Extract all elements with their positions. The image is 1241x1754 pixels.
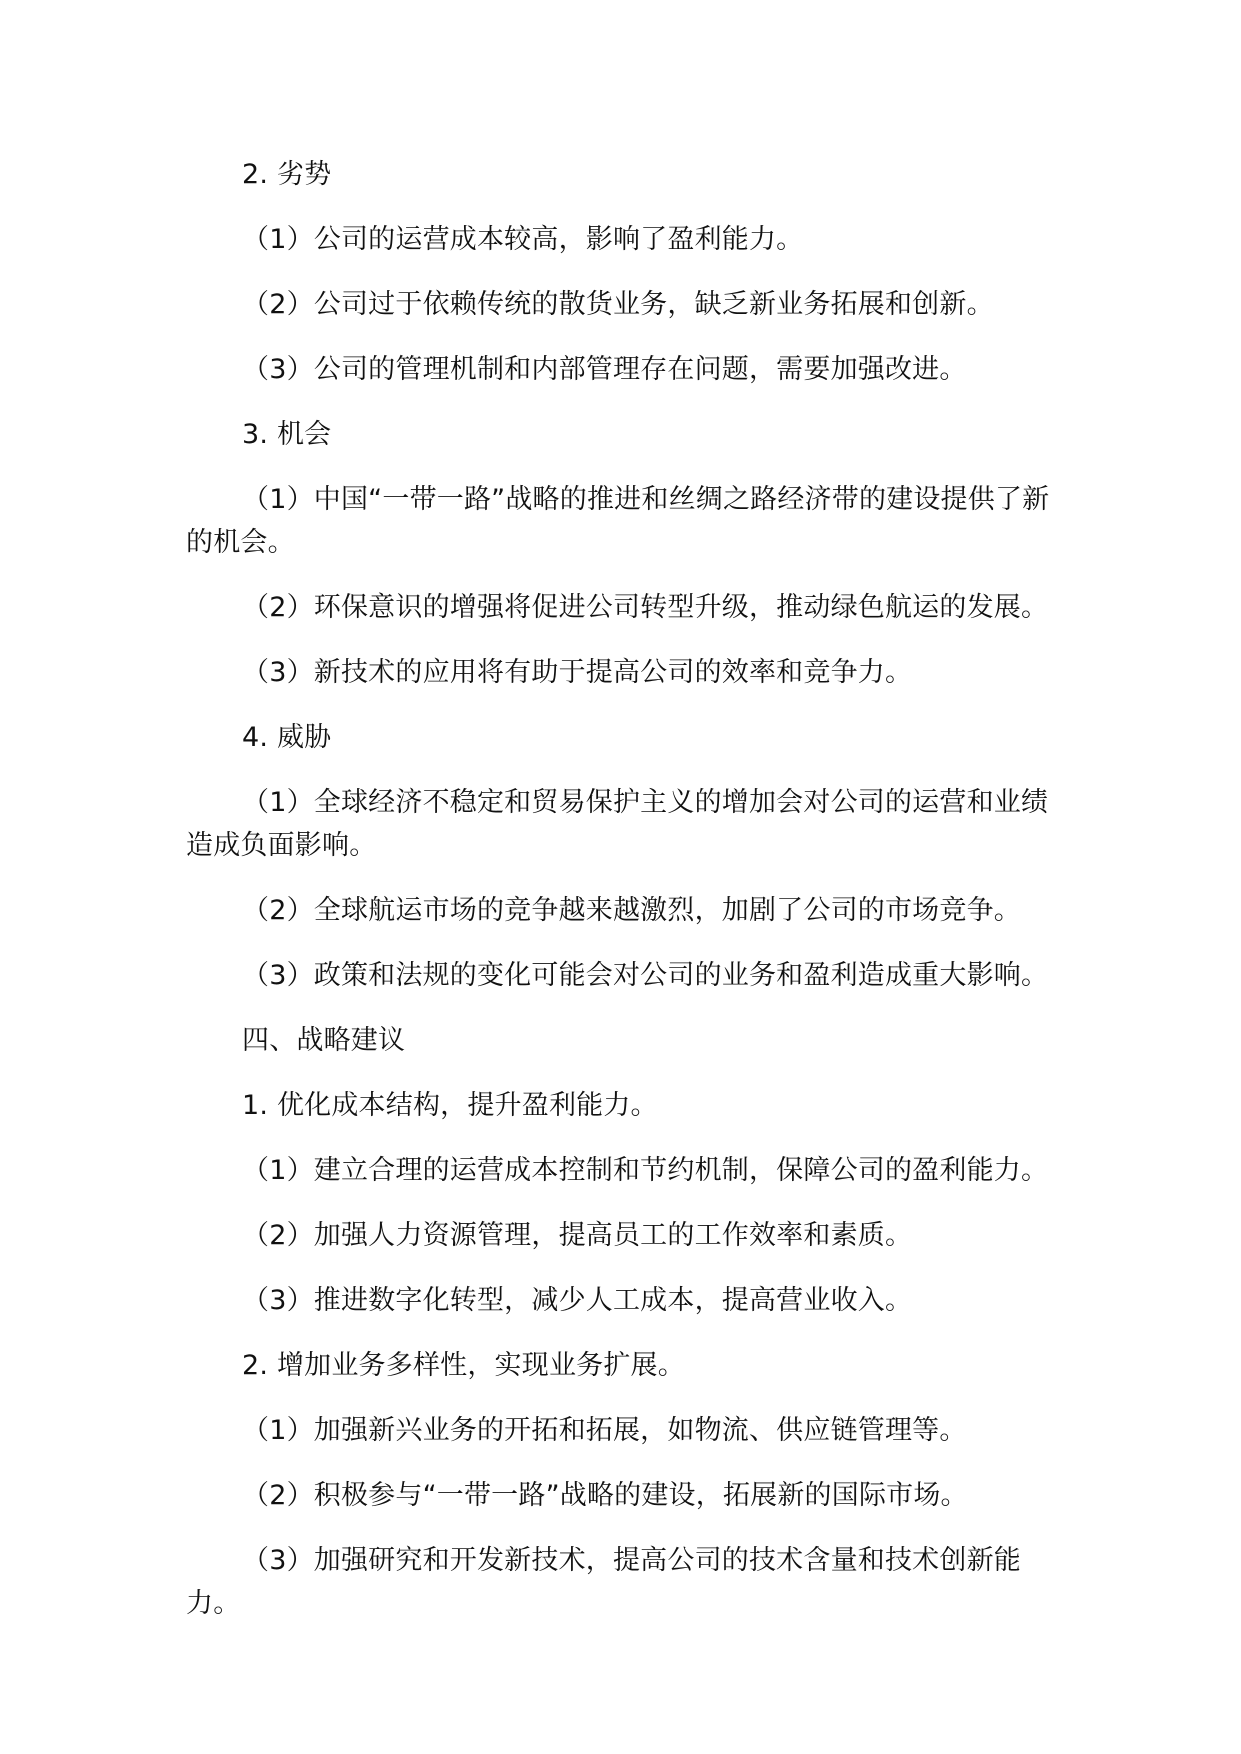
strategy-2-item-1: （1）加强新兴业务的开拓和拓展，如物流、供应链管理等。 [242,1415,967,1446]
weakness-item-3: （3）公司的管理机制和内部管理存在问题，需要加强改进。 [242,354,967,385]
heading-strategy: 四、战略建议 [242,1025,406,1056]
opportunity-item-2: （2）环保意识的增强将促进公司转型升级，推动绿色航运的发展。 [242,592,1049,623]
heading-weaknesses: 2. 劣势 [242,159,332,190]
weakness-item-1: （1）公司的运营成本较高，影响了盈利能力。 [242,224,804,255]
strategy-2-item-2: （2）积极参与“一带一路”战略的建设，拓展新的国际市场。 [242,1480,968,1511]
strategy-section-2: 2. 增加业务多样性，实现业务扩展。 [242,1350,685,1381]
weakness-item-2: （2）公司过于依赖传统的散货业务，缺乏新业务拓展和创新。 [242,289,994,320]
threat-item-3: （3）政策和法规的变化可能会对公司的业务和盈利造成重大影响。 [242,960,1049,991]
strategy-1-item-2: （2）加强人力资源管理，提高员工的工作效率和素质。 [242,1220,913,1251]
strategy-section-1: 1. 优化成本结构，提升盈利能力。 [242,1090,658,1121]
heading-opportunities: 3. 机会 [242,419,332,450]
opportunity-item-3: （3）新技术的应用将有助于提高公司的效率和竞争力。 [242,657,913,688]
heading-threats: 4. 威胁 [242,722,332,753]
document-body [186,153,1066,1647]
threat-item-2: （2）全球航运市场的竞争越来越激烈，加剧了公司的市场竞争。 [242,895,1021,926]
strategy-1-item-3: （3）推进数字化转型，减少人工成本，提高营业收入。 [242,1285,913,1316]
threat-item-1: （1）全球经济不稳定和贸易保护主义的增加会对公司的运营和业绩造成负面影响。 [186,787,1049,861]
opportunity-item-1: （1）中国“一带一路”战略的推进和丝绸之路经济带的建设提供了新的机会。 [186,484,1050,558]
strategy-1-item-1: （1）建立合理的运营成本控制和节约机制，保障公司的盈利能力。 [242,1155,1049,1186]
strategy-2-item-3: （3）加强研究和开发新技术，提高公司的技术含量和技术创新能力。 [186,1545,1021,1619]
